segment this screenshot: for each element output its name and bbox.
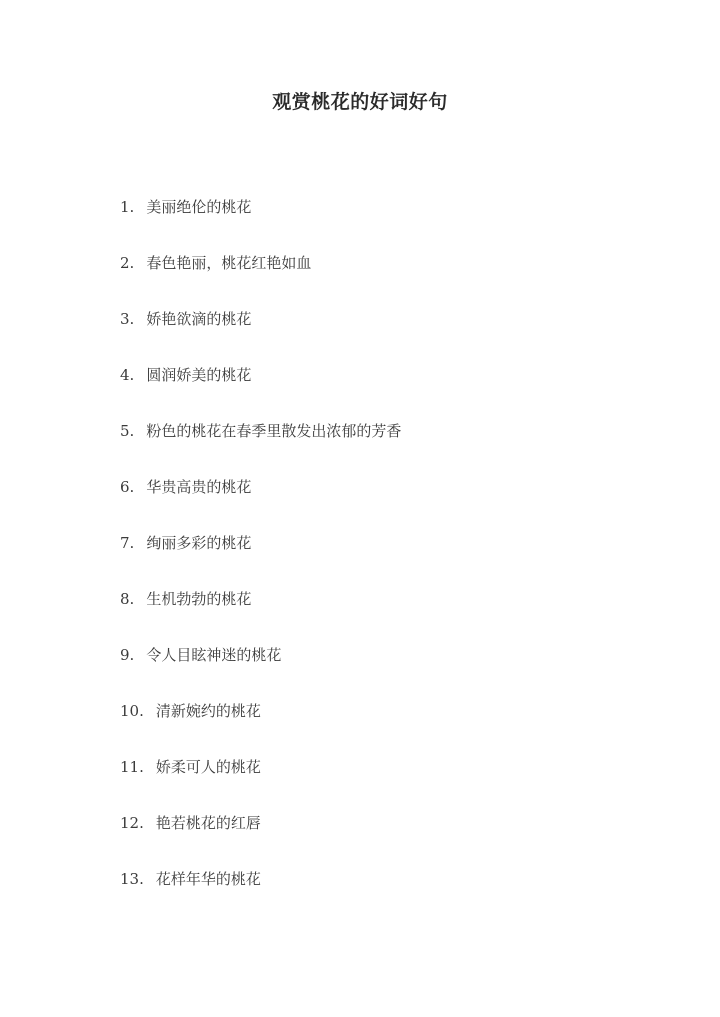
list-item <box>120 587 640 643</box>
item-number: 6. <box>120 478 135 496</box>
item-number: 9. <box>120 646 135 664</box>
item-number: 8. <box>120 590 135 608</box>
list-item <box>120 195 640 251</box>
item-number: 11. <box>120 758 144 776</box>
item-text: 娇柔可人的桃花 <box>155 758 261 776</box>
item-number: 10. <box>120 702 144 720</box>
item-text: 生机勃勃的桃花 <box>146 590 252 608</box>
item-text: 清新婉约的桃花 <box>155 702 261 720</box>
list-item <box>120 475 640 531</box>
item-text: 圆润娇美的桃花 <box>146 366 252 384</box>
item-text: 春色艳丽，桃花红艳如血 <box>146 254 312 272</box>
item-number: 2. <box>120 254 135 272</box>
list-item <box>120 643 640 699</box>
list-item <box>120 251 640 307</box>
list-item <box>120 867 640 923</box>
list-item <box>120 811 640 867</box>
phrase-list <box>120 195 640 923</box>
list-item <box>120 699 640 755</box>
item-number: 7. <box>120 534 135 552</box>
item-number: 13. <box>120 870 144 888</box>
list-item <box>120 419 640 475</box>
item-text: 娇艳欲滴的桃花 <box>146 310 252 328</box>
list-item <box>120 307 640 363</box>
item-number: 12. <box>120 814 144 832</box>
list-item <box>120 755 640 811</box>
page-title: 观赏桃花的好词好句 <box>272 91 448 113</box>
item-number: 3. <box>120 310 135 328</box>
item-text: 花样年华的桃花 <box>155 870 261 888</box>
item-text: 绚丽多彩的桃花 <box>146 534 252 552</box>
item-number: 5. <box>120 422 135 440</box>
item-text: 美丽绝伦的桃花 <box>146 198 252 216</box>
list-item <box>120 363 640 419</box>
item-text: 粉色的桃花在春季里散发出浓郁的芳香 <box>146 422 402 440</box>
list-item <box>120 531 640 587</box>
item-number: 1. <box>120 198 135 216</box>
item-text: 艳若桃花的红唇 <box>155 814 261 832</box>
item-number: 4. <box>120 366 135 384</box>
item-text: 令人目眩神迷的桃花 <box>146 646 282 664</box>
item-text: 华贵高贵的桃花 <box>146 478 252 496</box>
